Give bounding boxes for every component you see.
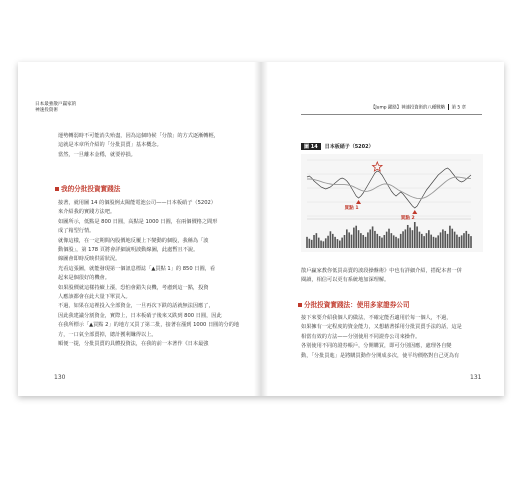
text-line: 如果股價就這樣持續上漲，恐怕會錯失良機，考慮到這一點，投資 xyxy=(58,284,209,291)
volume-bar xyxy=(381,238,383,248)
volume-bar xyxy=(309,239,311,248)
text-line: 因此我建議分割資金，實際上，日本板硝子後來又跌到 800 日圓，因此 xyxy=(58,312,222,319)
volume-bar xyxy=(447,234,449,248)
right-paragraph-2 xyxy=(301,314,462,361)
text-line: 如果擁有一定程度的資金能力，又想藉著採用分批買賣手法的話，這是 xyxy=(301,324,462,331)
volume-bar xyxy=(463,233,465,248)
volume-bar xyxy=(391,233,393,248)
volume-bar xyxy=(330,231,332,248)
stock-chart xyxy=(301,154,483,252)
volume-bar xyxy=(412,230,414,248)
text-line: 就像這樣，在一定期間內股價地反覆上下變動的個股，我稱為「波 xyxy=(58,237,209,244)
volume-bar xyxy=(346,229,348,248)
volume-bar xyxy=(323,241,325,248)
volume-bar xyxy=(376,234,378,248)
running-head-right xyxy=(371,104,466,111)
text-line: 如圖所示，低點是 800 日圓，高點是 1000 日圓，在兩個價格之間形 xyxy=(58,218,218,225)
book-spread xyxy=(18,62,504,396)
volume-bar xyxy=(426,233,428,248)
volume-bar xyxy=(379,236,381,248)
volume-bar xyxy=(466,231,468,248)
volume-bar xyxy=(433,237,435,248)
volume-bar xyxy=(393,235,395,248)
volume-bar xyxy=(421,234,423,248)
volume-bar xyxy=(405,229,407,248)
volume-bar xyxy=(313,235,315,248)
text-line: 來介紹我的實踐方法吧。 xyxy=(58,209,116,216)
volume-bar xyxy=(402,231,404,248)
volume-bar xyxy=(348,232,350,248)
divider xyxy=(448,104,449,110)
volume-bar xyxy=(360,233,362,248)
figure-title xyxy=(301,143,483,152)
volume-bar xyxy=(449,226,451,248)
buy-point-label: 買點 1 xyxy=(344,206,359,211)
volume-bar xyxy=(454,232,456,248)
text-line: 接著，就用圖 14 的個股例太陽能電池公司——日本板硝子（5202） xyxy=(58,200,216,206)
volume-bar xyxy=(458,237,460,248)
volume-bar xyxy=(451,229,453,248)
text-line: 接下來要介紹我個人的做法，不確定能否適用於每一個人，不過， xyxy=(301,315,452,321)
text-line: 方，一口氣全部賣掉，總計獲利賺得以上。 xyxy=(58,331,157,338)
volume-bar xyxy=(358,230,360,248)
header-rule xyxy=(301,114,482,115)
volume-bar xyxy=(423,236,425,248)
book-gutter xyxy=(254,62,268,396)
text-line: 相當有效的方法——分別使用不同證券公司來操作。 xyxy=(301,333,421,340)
volume-bar xyxy=(419,232,421,248)
volume-bar xyxy=(337,239,339,248)
volume-bar xyxy=(365,237,367,248)
left-heading-text: 我的分批投資實踐法 xyxy=(61,185,121,193)
text-line: 動，「分批買進」是將購買動作分開成多次，使平均價格對自己更為有 xyxy=(301,352,460,359)
volume-bar xyxy=(440,232,442,248)
volume-bar xyxy=(388,229,390,248)
volume-bar xyxy=(325,238,327,248)
volume-bar xyxy=(355,226,357,248)
book-title-line1: 日本最強散戶贏家的 xyxy=(35,102,77,107)
text-line: 散戶贏家教你低買高賣的波段操盤術》中也有詳細介紹，搭配本書一併 xyxy=(301,268,462,274)
text-line: 在我所標示「▲買點 2」的地方又買了第二批，接著在漲到 1000 日圓的分的地 xyxy=(58,322,240,329)
volume-bar xyxy=(344,235,346,248)
volume-bar xyxy=(332,234,334,248)
text-line: 人應該都會在此大量下單買入。 xyxy=(58,294,131,301)
buy-point-marker-icon xyxy=(412,210,417,214)
text-line: 順便一提，分批買賣的具體投資法，在我的前一本著作《日本最強 xyxy=(58,341,209,348)
volume-bar xyxy=(374,231,376,248)
volume-bar xyxy=(341,238,343,248)
chapter-label: 第 5 章 xyxy=(451,105,466,111)
figure-label: 圖 14 xyxy=(301,143,321,150)
volume-bar xyxy=(468,234,470,248)
left-paragraph-1 xyxy=(58,132,219,160)
volume-bar xyxy=(430,235,432,248)
right-heading-text: 分批投資實踐法：使用多家證券公司 xyxy=(304,301,410,309)
chart-svg xyxy=(301,154,483,252)
right-section-heading xyxy=(298,299,410,309)
heading-square-icon xyxy=(55,187,59,191)
text-line: 運勢轉弱時不可能消失殆盡，因為這個時候「分散」的方式逐漸轉輕， xyxy=(58,133,219,139)
volume-bar xyxy=(398,238,400,248)
text-line: 光看這張圖，就能發現第一個訊息標誌「▲買點 1」的 850 日圓，看 xyxy=(58,265,216,272)
volume-bar xyxy=(456,235,458,248)
volume-bar xyxy=(409,228,411,248)
volume-bar xyxy=(334,237,336,248)
volume-bar xyxy=(306,237,308,248)
text-line: 起來是個很好的機會。 xyxy=(58,275,110,282)
text-line: 各別使用不同的證券帳戶，分開購買，即可分別因應，處理各自變 xyxy=(301,343,452,350)
text-line: 這就是本章所介紹的「分批買賣」基本概念。 xyxy=(58,142,162,149)
text-line: 閱讀，相信可以更有系統地加深理解。 xyxy=(301,277,390,284)
left-page xyxy=(18,62,261,396)
volume-bar xyxy=(386,232,388,248)
volume-bar xyxy=(327,236,329,248)
text-line: 動個股」，第 178 頁將會詳細說明波動線圖，此處暫且不說。 xyxy=(58,247,199,254)
sell-star-icon xyxy=(373,162,383,171)
volume-bar xyxy=(470,236,472,248)
left-paragraph-2 xyxy=(58,199,239,350)
volume-bar xyxy=(461,235,463,248)
page-number-left: 130 xyxy=(54,374,66,381)
volume-bar xyxy=(311,240,313,248)
volume-bar xyxy=(442,229,444,248)
volume-bar xyxy=(320,241,322,248)
left-section-heading xyxy=(55,183,120,193)
right-page xyxy=(261,62,504,396)
text-line: 不過，如果在這裡投入全部資金，一旦再次下跌的話就無法因應了， xyxy=(58,303,214,310)
volume-bar xyxy=(367,232,369,248)
volume-bar xyxy=(435,238,437,248)
volume-bar xyxy=(414,222,416,248)
volume-bar xyxy=(316,233,318,248)
text-line: 成了箱型行情。 xyxy=(58,228,95,235)
figure-caption: 日本板硝子（5202） xyxy=(324,144,374,150)
text-line: 當然，一旦離本金穩，就要停損。 xyxy=(58,151,136,158)
volume-bar xyxy=(339,241,341,248)
volume-bar xyxy=(384,235,386,248)
volume-bar xyxy=(395,237,397,248)
running-head-text: 【Jump 躍路】神速投資術的八種戰略 xyxy=(371,105,446,111)
volume-bar xyxy=(362,235,364,248)
running-head xyxy=(35,102,76,114)
volume-bar xyxy=(437,235,439,248)
volume-bar xyxy=(444,231,446,248)
volume-bar xyxy=(400,234,402,248)
volume-bar xyxy=(369,229,371,248)
heading-square-icon xyxy=(298,303,302,307)
page-number-right: 131 xyxy=(470,374,482,381)
text-line: 線圖會即時反映供需狀況。 xyxy=(58,256,121,263)
volume-bar xyxy=(353,228,355,248)
right-paragraph-1 xyxy=(301,267,462,286)
volume-bar xyxy=(416,226,418,248)
volume-bar xyxy=(318,238,320,248)
volume-bar xyxy=(407,225,409,248)
volume-bar xyxy=(428,230,430,248)
buy-point-label: 買點 2 xyxy=(400,216,415,221)
book-title-line2: 神速投資術 xyxy=(35,108,58,113)
volume-bar xyxy=(372,226,374,248)
volume-bar xyxy=(351,235,353,248)
